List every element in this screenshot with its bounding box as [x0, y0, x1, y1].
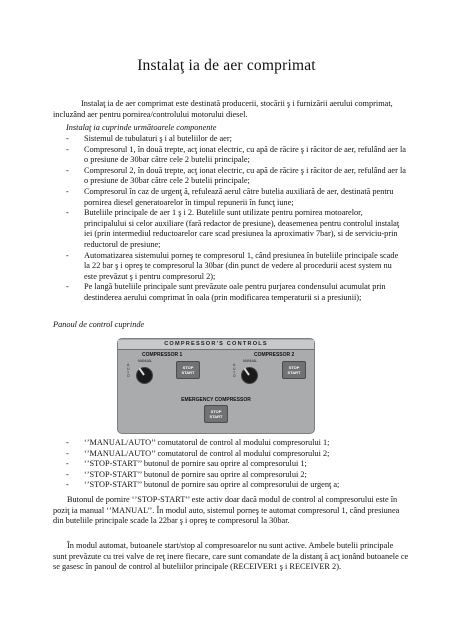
compressor-1-label: COMPRESSOR 1 — [142, 352, 183, 358]
list-item: - ‘’MANUAL/AUTO’’ comutatorul de control al modului compresorului 2; — [66, 448, 330, 458]
stop-start-text: Butonul de pornire ‘’STOP-START’’ este activ doar dacă modul de control al compresorului este în poziţ ia manual ‘’MANUAL’’. În modul auto, sistemul porneş te automat compresorul 1, când presiunea din buteliile principale scade la 22bar ş i opreş te compresorul la 30bar. — [53, 495, 400, 526]
stop-start-button-2[interactable]: STOP START — [282, 361, 306, 379]
components-list — [66, 134, 406, 304]
compressor-2-label: COMPRESSOR 2 — [254, 352, 295, 358]
list-item: - Sistemul de tubulaturi ş i al buteliilor de aer; — [66, 134, 232, 143]
controls-list — [66, 438, 406, 491]
panel-heading: Panoul de control cuprinde — [53, 320, 145, 329]
auto-label-2: A U T O — [233, 363, 236, 379]
emergency-compressor-label: EMERGENCY COMPRESSOR — [181, 397, 251, 403]
page-title: Instalaţ ia de aer comprimat — [137, 57, 316, 74]
auto-mode-text: În modul automat, butoanele start/stop al compresoarelor nu sunt active. Ambele butelii principale sunt prevăzute cu trei valve de reţ inere fiecare, care sunt comandate de la distanţ ă acţ ionând butoanele ce se gasesc în panoul de control al buteliilor principale (RECEIVER1 ş i RECEIVER 2). — [53, 541, 409, 572]
manual-label-2: MANUAL — [243, 359, 258, 363]
auto-label-1: A U T O — [127, 363, 130, 379]
stop-start-paragraph — [53, 495, 409, 527]
panel-title: COMPRESSOR'S CONTROLS — [118, 340, 314, 350]
list-item: - ‘’STOP-START’’ butonul de pornire sau oprire al compresorului 2; — [66, 469, 307, 479]
mode-switch-2-icon[interactable] — [241, 367, 258, 384]
list-item: - Compresorul în caz de urgenţ ă, refulează aerul către butelia auxiliară de aer, destinată pentru pornirea diesel generatoarelor în timpul repunerii în funcţ iune; — [66, 186, 394, 207]
list-item: - ‘’STOP-START’’ butonul de pornire sau oprire al compresorului 1; — [66, 459, 307, 469]
list-item: - Compresorul 2, în două trepte, acţ ionat electric, cu apă de răcire ş i răcitor de aer, refulând aer la o presiune de 30bar către cele 2 butelii principale; — [66, 165, 406, 186]
mode-switch-1-icon[interactable] — [136, 367, 153, 384]
manual-label-1: MANUAL — [138, 359, 153, 363]
list-item: - ‘’STOP-START’’ butonul de pornire sau oprire al compresorului de urgenţ a; — [66, 480, 340, 490]
components-heading: Instalaţ ia cuprinde următoarele componente — [66, 123, 217, 132]
list-item: - Buteliile principale de aer 1 ş i 2. Buteliile sunt utilizate pentru pornirea motoarelor, principalului si celor auxiliare (fară redactor de presiune), deasemenea pentru controlul instalaţ iei (prin intermediul reductoarelor care scad presiunea la aproximativ 7bar), si de serviciu-prin reductorul de presiune; — [66, 208, 400, 249]
stop-start-emergency-button[interactable]: STOP START — [204, 405, 228, 423]
intro-text: Instalaţ ia de aer comprimat este destinată producerii, stocării ş i furnizării aerului comprimat, incluzând aer pentru pornirea/controlului motorului diesel. — [53, 99, 393, 119]
compressor-control-panel — [117, 338, 315, 434]
list-item: - Automatizarea sistemului porneş te compresorul 1, când presiunea în buteliile principale scade la 22 bar ş i opreş te compresorul la 30bar (din punct de vedere al procedurii acest system nu este prevăzut ş i pentru compresorul 2); — [66, 250, 399, 281]
list-item: - Pe langă buteliile principale sunt prevăzute oale pentru purjarea condensului acumulat prin destinderea aerului comprimat în oala (prin modificarea temperaturii si a presiunii); — [66, 282, 386, 302]
intro-paragraph — [53, 99, 409, 120]
auto-mode-paragraph — [53, 541, 409, 573]
list-item: - ‘’MANUAL/AUTO’’ comutatorul de control al modului compresorului 1; — [66, 438, 330, 447]
list-item: - Compresorul 1, în două trepte, acţ ionat electric, cu apă de răcire ş i răcitor de aer, refulând aer la o presiune de 30bar către cele 2 butelii principale; — [66, 144, 406, 165]
stop-start-button-1[interactable]: STOP START — [176, 361, 200, 379]
